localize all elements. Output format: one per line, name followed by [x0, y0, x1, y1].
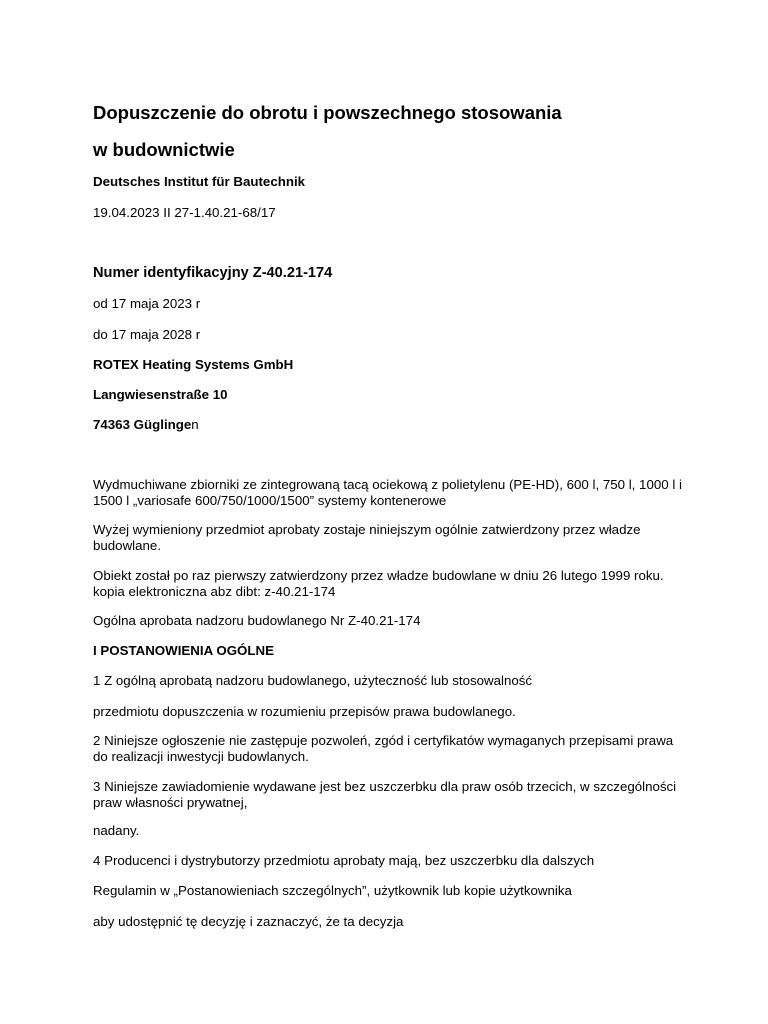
paragraph-4: 4 Producenci i dystrybutorzy przedmiotu aprobaty mają, bez uszczerbku dla dalszych [93, 853, 595, 868]
first-approval-note: Obiekt został po raz pierwszy zatwierdzony przez władze budowlane w dniu 26 lutego 1999 roku. kopia elektroniczna abz dibt: z-40.21-174 [93, 568, 664, 599]
date-reference: 19.04.2023 II 27-1.40.21-68/17 [93, 205, 276, 220]
paragraph-2: 2 Niniejsze ogłoszenie nie zastępuje pozwoleń, zgód i certyfikatów wymaganych przepisami prawa do realizacji inwestycji budowlanych. [93, 733, 674, 764]
document-title-line-1: Dopuszczenie do obrotu i powszechnego stosowania [93, 102, 562, 123]
section-heading: I POSTANOWIENIA OGÓLNE [93, 643, 274, 658]
paragraph-3-continued: nadany. [93, 823, 140, 838]
paragraph-1: 1 Z ogólną aprobatą nadzoru budowlanego, użyteczność lub stosowalność [93, 673, 533, 688]
valid-to: do 17 maja 2028 r [93, 327, 201, 342]
company-street: Langwiesenstraße 10 [93, 387, 228, 402]
company-city-bold: 74363 Güglinge [93, 417, 192, 432]
paragraph-4-continued-2: aby udostępnić tę decyzję i zaznaczyć, że ta decyzja [93, 914, 404, 929]
issuing-institute: Deutsches Institut für Bautechnik [93, 174, 306, 189]
company-city-rest: n [191, 417, 199, 432]
paragraph-1-continued: przedmiotu dopuszczenia w rozumieniu przepisów prawa budowlanego. [93, 704, 516, 719]
valid-from: od 17 maja 2023 r [93, 296, 201, 311]
company-name: ROTEX Heating Systems GmbH [93, 357, 294, 372]
approval-statement: Wyżej wymieniony przedmiot aprobaty zostaje niniejszym ogólnie zatwierdzony przez władze budowlane. [93, 522, 641, 553]
approval-subject: Wydmuchiwane zbiorniki ze zintegrowaną tacą ociekową z polietylenu (PE-HD), 600 l, 750 l, 1000 l i 1500 l „variosafe 600/750/1000/1500” systemy kontenerowe [93, 477, 682, 508]
approval-number: Ogólna aprobata nadzoru budowlanego Nr Z-40.21-174 [93, 613, 421, 628]
identification-number-heading: Numer identyfikacyjny Z-40.21-174 [93, 265, 333, 281]
paragraph-3: 3 Niniejsze zawiadomienie wydawane jest bez uszczerbku dla praw osób trzecich, w szczególności praw własności prywatnej, [93, 779, 677, 810]
company-city [93, 417, 199, 433]
paragraph-4-continued-1: Regulamin w „Postanowieniach szczególnych”, użytkownik lub kopie użytkownika [93, 883, 572, 898]
document-title-line-2: w budownictwie [93, 139, 235, 160]
